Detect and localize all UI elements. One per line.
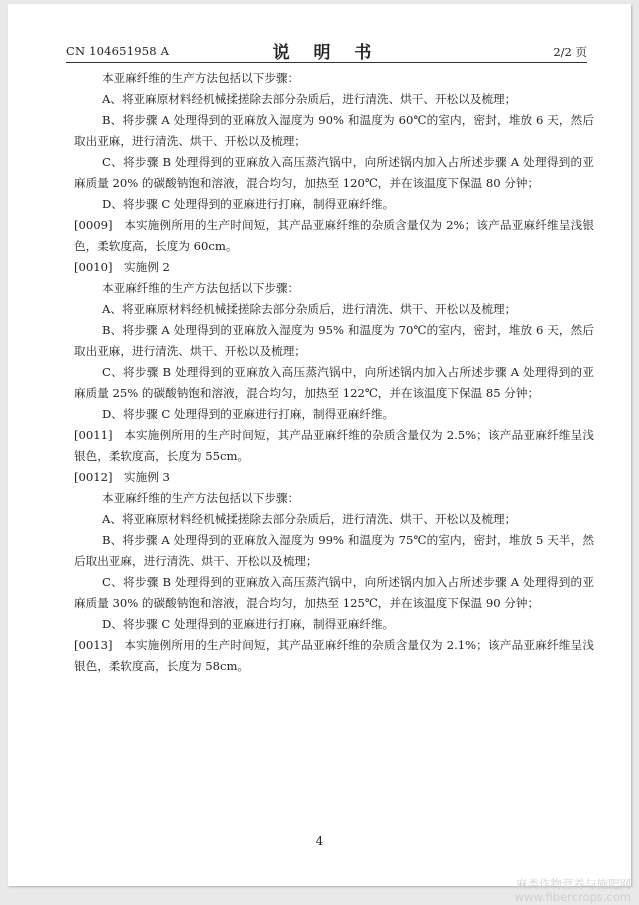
paragraph-number: [0009]: [74, 218, 113, 232]
paragraph: [74, 530, 594, 572]
watermark: [515, 878, 631, 904]
document-body: [74, 68, 594, 677]
paragraph: [74, 215, 594, 257]
paragraph-text: C、将步骤 B 处理得到的亚麻放入高压蒸汽锅中，向所述锅内加入占所述步骤 A 处理得到的亚麻质量 20% 的碳酸钠饱和溶液，混合均匀，加热至 120℃，并在该温度下保温 80 分钟；: [74, 155, 594, 190]
paragraph-text: D、将步骤 C 处理得到的亚麻进行打麻，制得亚麻纤维。: [102, 407, 395, 421]
paragraph-text: C、将步骤 B 处理得到的亚麻放入高压蒸汽锅中，向所述锅内加入占所述步骤 A 处理得到的亚麻质量 30% 的碳酸钠饱和溶液，混合均匀，加热至 125℃，并在该温度下保温 90 分钟；: [74, 575, 594, 610]
paragraph: [74, 152, 594, 194]
paragraph: [74, 635, 594, 677]
paragraph: [74, 467, 594, 488]
paragraph-text: D、将步骤 C 处理得到的亚麻进行打麻，制得亚麻纤维。: [102, 197, 395, 211]
paragraph-text: 实施例 2: [124, 260, 170, 274]
paragraph-text: B、将步骤 A 处理得到的亚麻放入湿度为 95% 和温度为 70℃的室内，密封，堆放 6 天，然后取出亚麻，进行清洗、烘干、开松以及梳理；: [74, 323, 594, 358]
paragraph-text: C、将步骤 B 处理得到的亚麻放入高压蒸汽锅中，向所述锅内加入占所述步骤 A 处理得到的亚麻质量 25% 的碳酸钠饱和溶液，混合均匀，加热至 122℃，并在该温度下保温 85 分钟；: [74, 365, 594, 400]
header-rule: [66, 62, 587, 63]
patent-number: CN 104651958 A: [66, 44, 170, 58]
page-indicator: 2/2 页: [553, 45, 587, 59]
watermark-url: www.fibercrops.com: [514, 890, 631, 904]
paragraph-text: B、将步骤 A 处理得到的亚麻放入湿度为 99% 和温度为 75℃的室内，密封，堆放 5 天半，然后取出亚麻，进行清洗、烘干、开松以及梳理；: [74, 533, 594, 568]
paragraph: [74, 488, 594, 509]
paragraph-number: [0010]: [74, 260, 113, 274]
paragraph: [74, 614, 594, 635]
paragraph: [74, 68, 594, 89]
paragraph: [74, 299, 594, 320]
paragraph-text: 本亚麻纤维的生产方法包括以下步骤：: [102, 281, 300, 295]
paragraph-number: [0012]: [74, 470, 113, 484]
paragraph-number: [0013]: [74, 638, 113, 652]
paragraph-text: D、将步骤 C 处理得到的亚麻进行打麻，制得亚麻纤维。: [102, 617, 395, 631]
paragraph-text: A、将亚麻原材料经机械揉搓除去部分杂质后，进行清洗、烘干、开松以及梳理；: [102, 92, 517, 106]
paragraph-text: 本亚麻纤维的生产方法包括以下步骤：: [102, 71, 300, 85]
paragraph-number: [0011]: [74, 428, 113, 442]
page-header: [66, 38, 587, 62]
paragraph: [74, 257, 594, 278]
paragraph: [74, 572, 594, 614]
document-page: [8, 4, 631, 886]
paragraph: [74, 194, 594, 215]
paragraph: [74, 89, 594, 110]
watermark-site-name: 麻类作物营养与施肥网: [516, 877, 631, 891]
paragraph: [74, 110, 594, 152]
paragraph: [74, 278, 594, 299]
paragraph: [74, 425, 594, 467]
paragraph: [74, 362, 594, 404]
paragraph-text: 实施例 3: [124, 470, 170, 484]
paragraph-text: 本实施例所用的生产时间短，其产品亚麻纤维的杂质含量仅为 2.1%；该产品亚麻纤维呈浅银色，柔软度高，长度为 58cm。: [74, 638, 594, 673]
document-title: 说 明 书: [272, 43, 381, 63]
paragraph-text: 本亚麻纤维的生产方法包括以下步骤：: [102, 491, 300, 505]
paragraph-text: A、将亚麻原材料经机械揉搓除去部分杂质后，进行清洗、烘干、开松以及梳理；: [102, 512, 517, 526]
paragraph: [74, 404, 594, 425]
paragraph-text: A、将亚麻原材料经机械揉搓除去部分杂质后，进行清洗、烘干、开松以及梳理；: [102, 302, 517, 316]
paragraph-text: B、将步骤 A 处理得到的亚麻放入湿度为 90% 和温度为 60℃的室内，密封，堆放 6 天，然后取出亚麻，进行清洗、烘干、开松以及梳理；: [74, 113, 594, 148]
paragraph-text: 本实施例所用的生产时间短，其产品亚麻纤维的杂质含量仅为 2%；该产品亚麻纤维呈浅银色，柔软度高，长度为 60cm。: [74, 218, 594, 253]
paragraph: [74, 509, 594, 530]
paragraph-text: 本实施例所用的生产时间短，其产品亚麻纤维的杂质含量仅为 2.5%；该产品亚麻纤维呈浅银色，柔软度高，长度为 55cm。: [74, 428, 594, 463]
page-number: 4: [315, 834, 324, 848]
paragraph: [74, 320, 594, 362]
